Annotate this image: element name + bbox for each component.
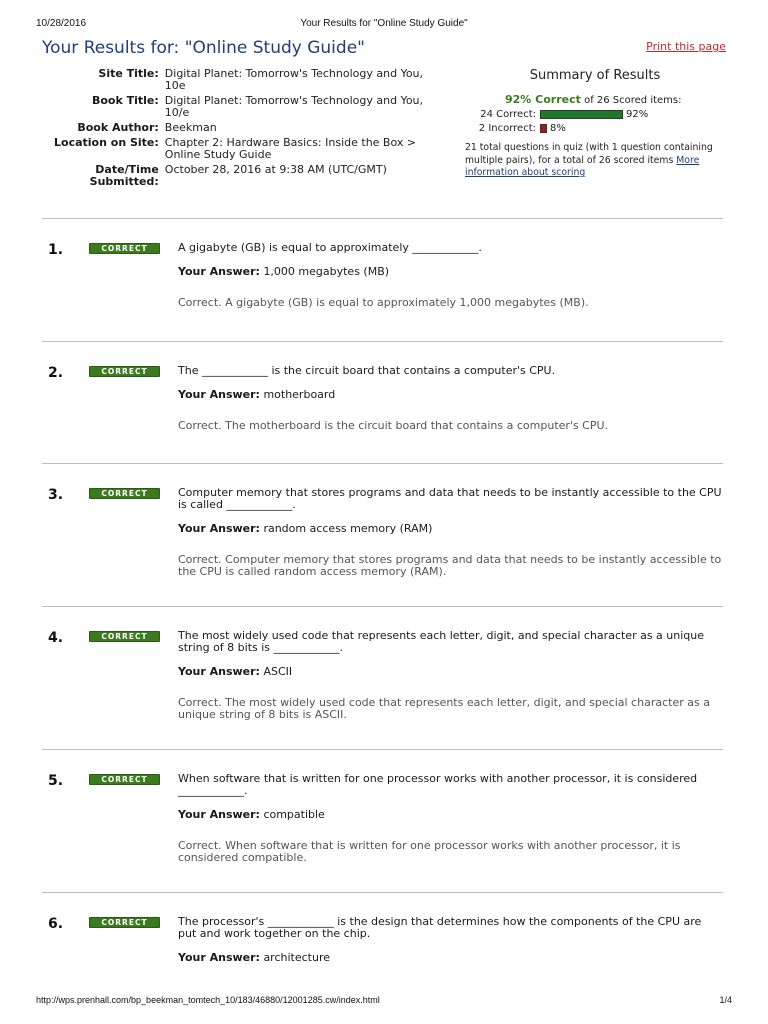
incorrect-bar-fill [541, 125, 546, 132]
question-body [178, 630, 723, 721]
answer-label: Your Answer: [178, 951, 260, 964]
question-number: 5. [48, 773, 64, 789]
meta-label: Book Author: [77, 121, 159, 134]
question-body [178, 487, 723, 578]
summary-title: Summary of Results [529, 68, 661, 83]
answer-label: Your Answer: [178, 522, 260, 535]
meta-row-book-author [44, 122, 444, 137]
meta-value: October 28, 2016 at 9:38 AM (UTC/GMT) [164, 163, 387, 176]
meta-row-date-submitted [44, 164, 444, 191]
meta-row-book-title [44, 95, 444, 122]
question-body [178, 916, 723, 983]
meta-label: Location on Site: [54, 136, 159, 149]
answer-value: ASCII [263, 665, 293, 678]
answer-value: architecture [263, 951, 330, 964]
page-url: http://wps.prenhall.com/bp_beekman_tomtech_10/183/46880/12001285.cw/index.html [36, 995, 380, 1005]
correct-badge: CORRECT [89, 488, 160, 499]
quiz-info-table [44, 68, 444, 191]
summary-percent-line [465, 93, 725, 106]
your-answer [178, 266, 723, 278]
question-number: 4. [48, 630, 64, 646]
meta-value: Chapter 2: Hardware Basics: Inside the Box > Online Study Guide [164, 136, 417, 161]
summary-of-results [465, 68, 725, 180]
feedback-text: Correct. When software that is written for one processor works with another processor, it is considered compatible. [178, 839, 681, 864]
incorrect-bar-row [465, 122, 725, 135]
your-answer [178, 666, 723, 678]
incorrect-bar [540, 124, 547, 133]
answer-label: Your Answer: [178, 665, 260, 678]
meta-value: Digital Planet: Tomorrow's Technology and You, 10e [164, 67, 424, 92]
your-answer [178, 809, 723, 821]
question-text: The most widely used code that represents each letter, digit, and special character as a unique string of 8 bits is ____________. [178, 629, 705, 654]
your-answer [178, 523, 723, 535]
your-answer [178, 952, 723, 964]
correct-percent: 92% [626, 109, 649, 120]
divider [42, 218, 723, 219]
print-header [36, 18, 732, 30]
question-body [178, 242, 723, 309]
question-number: 1. [48, 242, 64, 258]
meta-label: Site Title: [98, 67, 159, 80]
meta-value: Digital Planet: Tomorrow's Technology and You, 10/e [164, 94, 424, 119]
print-page-link[interactable]: Print this page [646, 40, 726, 53]
correct-badge: CORRECT [89, 917, 160, 928]
scoring-note [465, 142, 725, 180]
question-number: 6. [48, 916, 64, 932]
answer-value: random access memory (RAM) [263, 522, 433, 535]
meta-label: Date/Time Submitted: [89, 163, 159, 188]
scoring-note-text: 21 total questions in quiz (with 1 question containing multiple pairs), for a total of 26 scored items [465, 142, 713, 166]
page-number: 1/4 [719, 995, 732, 1005]
answer-label: Your Answer: [178, 808, 260, 821]
feedback-text: Correct. Computer memory that stores programs and data that needs to be instantly accessible to the CPU is called random access memory (RAM). [178, 553, 722, 578]
more-info-scoring-link[interactable]: More information about scoring [465, 154, 700, 178]
divider [42, 749, 723, 750]
question-number: 2. [48, 365, 64, 381]
meta-row-site-title [44, 68, 444, 95]
question-body [178, 773, 723, 864]
answer-value: motherboard [263, 388, 336, 401]
answer-value: compatible [263, 808, 325, 821]
print-tab-title: Your Results for "Online Study Guide" [300, 18, 468, 29]
question-body [178, 365, 723, 432]
answer-value: 1,000 megabytes (MB) [263, 265, 390, 278]
correct-bar-fill [541, 111, 622, 118]
answer-label: Your Answer: [178, 265, 260, 278]
divider [42, 892, 723, 893]
question-text: When software that is written for one processor works with another processor, it is considered ____________. [178, 772, 698, 797]
question-number: 3. [48, 487, 64, 503]
page-title: Your Results for: "Online Study Guide" [42, 38, 365, 58]
question-text: A gigabyte (GB) is equal to approximately ____________. [178, 241, 482, 254]
feedback-text: Correct. The motherboard is the circuit board that contains a computer's CPU. [178, 419, 609, 432]
print-footer [36, 995, 732, 1007]
meta-row-location [44, 137, 444, 164]
correct-badge: CORRECT [89, 774, 160, 785]
scored-items-text: of 26 Scored items: [580, 95, 682, 106]
correct-badge: CORRECT [89, 366, 160, 377]
incorrect-count-label: 2 Incorrect: [478, 123, 536, 134]
meta-value: Beekman [164, 121, 217, 134]
divider [42, 463, 723, 464]
feedback-text: Correct. A gigabyte (GB) is equal to approximately 1,000 megabytes (MB). [178, 296, 589, 309]
answer-label: Your Answer: [178, 388, 260, 401]
correct-bar-row [465, 108, 725, 121]
correct-count-label: 24 Correct: [480, 109, 536, 120]
correct-badge: CORRECT [89, 631, 160, 642]
correct-badge: CORRECT [89, 243, 160, 254]
correct-bar [540, 110, 623, 119]
print-date: 10/28/2016 [36, 18, 87, 29]
your-answer [178, 389, 723, 401]
incorrect-percent: 8% [550, 123, 566, 134]
question-text: The ____________ is the circuit board that contains a computer's CPU. [178, 364, 556, 377]
divider [42, 606, 723, 607]
question-text: Computer memory that stores programs and data that needs to be instantly accessible to the CPU is called ____________. [178, 486, 722, 511]
divider [42, 341, 723, 342]
percent-correct: 92% Correct [505, 93, 581, 106]
meta-label: Book Title: [91, 94, 159, 107]
question-text: The processor's ____________ is the design that determines how the components of the CPU are put and work together on the chip. [178, 915, 702, 940]
feedback-text: Correct. The most widely used code that represents each letter, digit, and special character as a unique string of 8 bits is ASCII. [178, 696, 710, 721]
